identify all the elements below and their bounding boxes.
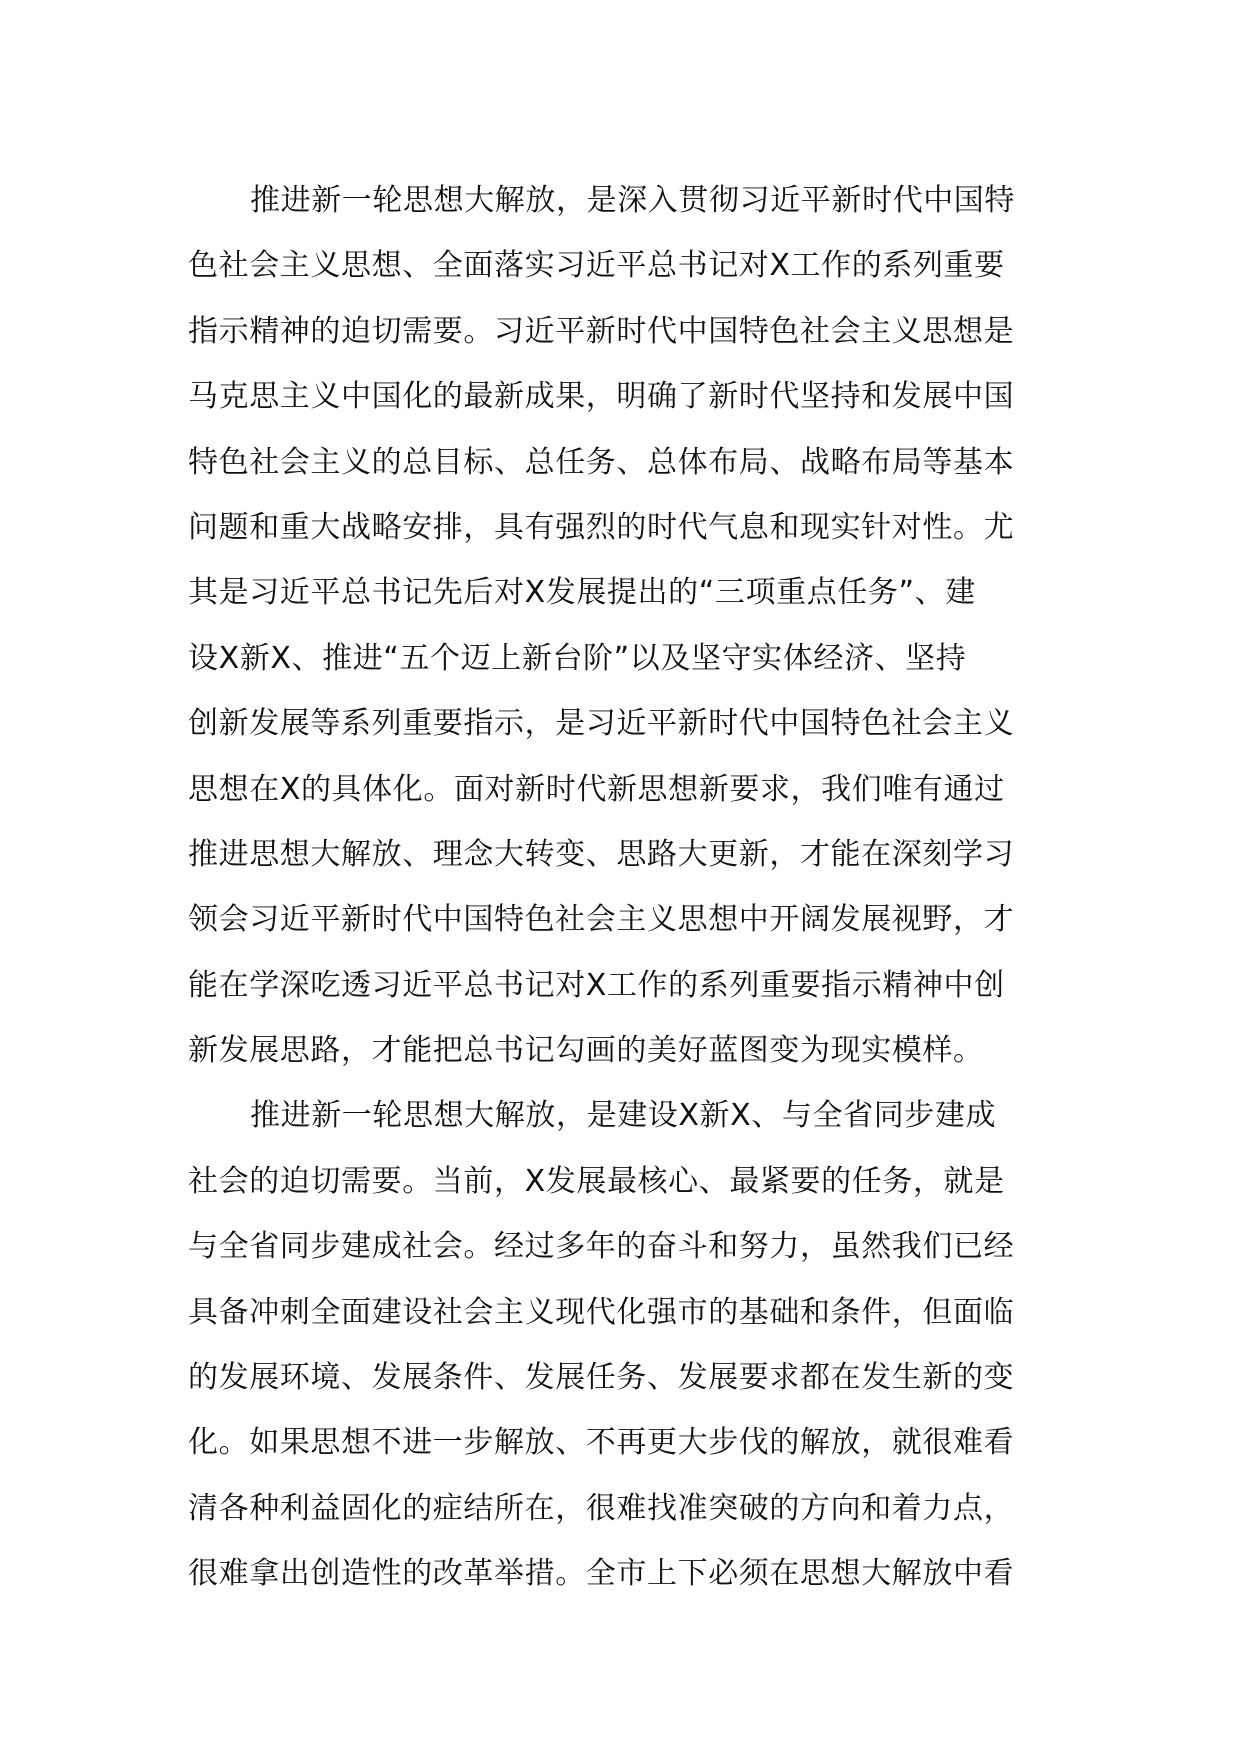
text-line: 思想在X的具体化。面对新时代新思想新要求，我们唯有通过 <box>188 771 1005 807</box>
text-line: 其是习近平总书记先后对X发展提出的“三项重点任务”、建 <box>188 575 976 611</box>
text-line: 具备冲刺全面建设社会主义现代化强市的基础和条件，但面临 <box>188 1294 1015 1330</box>
text-line: 的发展环境、发展条件、发展任务、发展要求都在发生新的变 <box>188 1360 1015 1396</box>
text-line: 特色社会主义的总目标、总任务、总体布局、战略布局等基本 <box>188 444 1015 480</box>
text-line: 推进思想大解放、理念大转变、思路大更新，才能在深刻学习 <box>188 836 1015 872</box>
paragraph-2 <box>188 1083 1056 1606</box>
text-line: 很难拿出创造性的改革举措。全市上下必须在思想大解放中看 <box>188 1556 1015 1592</box>
text-line: 与全省同步建成社会。经过多年的奋斗和努力，虽然我们已经 <box>188 1229 1015 1265</box>
document-body <box>188 168 1056 1607</box>
text-line: 能在学深吃透习近平总书记对X工作的系列重要指示精神中创 <box>188 967 1005 1003</box>
text-line: 问题和重大战略安排，具有强烈的时代气息和现实针对性。尤 <box>188 509 1015 545</box>
text-line: 化。如果思想不进一步解放、不再更大步伐的解放，就很难看 <box>188 1425 1015 1461</box>
text-line: 推进新一轮思想大解放，是建设X新X、与全省同步建成 <box>250 1098 997 1134</box>
text-line: 色社会主义思想、全面落实习近平总书记对X工作的系列重要 <box>188 248 1005 284</box>
text-line: 创新发展等系列重要指示，是习近平新时代中国特色社会主义 <box>188 706 1015 742</box>
paragraph-1 <box>188 168 1056 1083</box>
text-line: 社会的迫切需要。当前，X发展最核心、最紧要的任务，就是 <box>188 1163 1005 1199</box>
text-line: 推进新一轮思想大解放，是深入贯彻习近平新时代中国特 <box>250 183 1015 218</box>
text-line: 设X新X、推进“五个迈上新台阶”以及坚守实体经济、坚持 <box>188 640 967 676</box>
text-line: 马克思主义中国化的最新成果，明确了新时代坚持和发展中国 <box>188 379 1015 415</box>
text-line: 新发展思路，才能把总书记勾画的美好蓝图变为现实模样。 <box>188 1033 984 1069</box>
text-line: 领会习近平新时代中国特色社会主义思想中开阔发展视野，才 <box>188 902 1015 938</box>
text-line: 指示精神的迫切需要。习近平新时代中国特色社会主义思想是 <box>188 313 1015 349</box>
text-line: 清各种利益固化的症结所在，很难找准突破的方向和着力点， <box>188 1490 1015 1526</box>
